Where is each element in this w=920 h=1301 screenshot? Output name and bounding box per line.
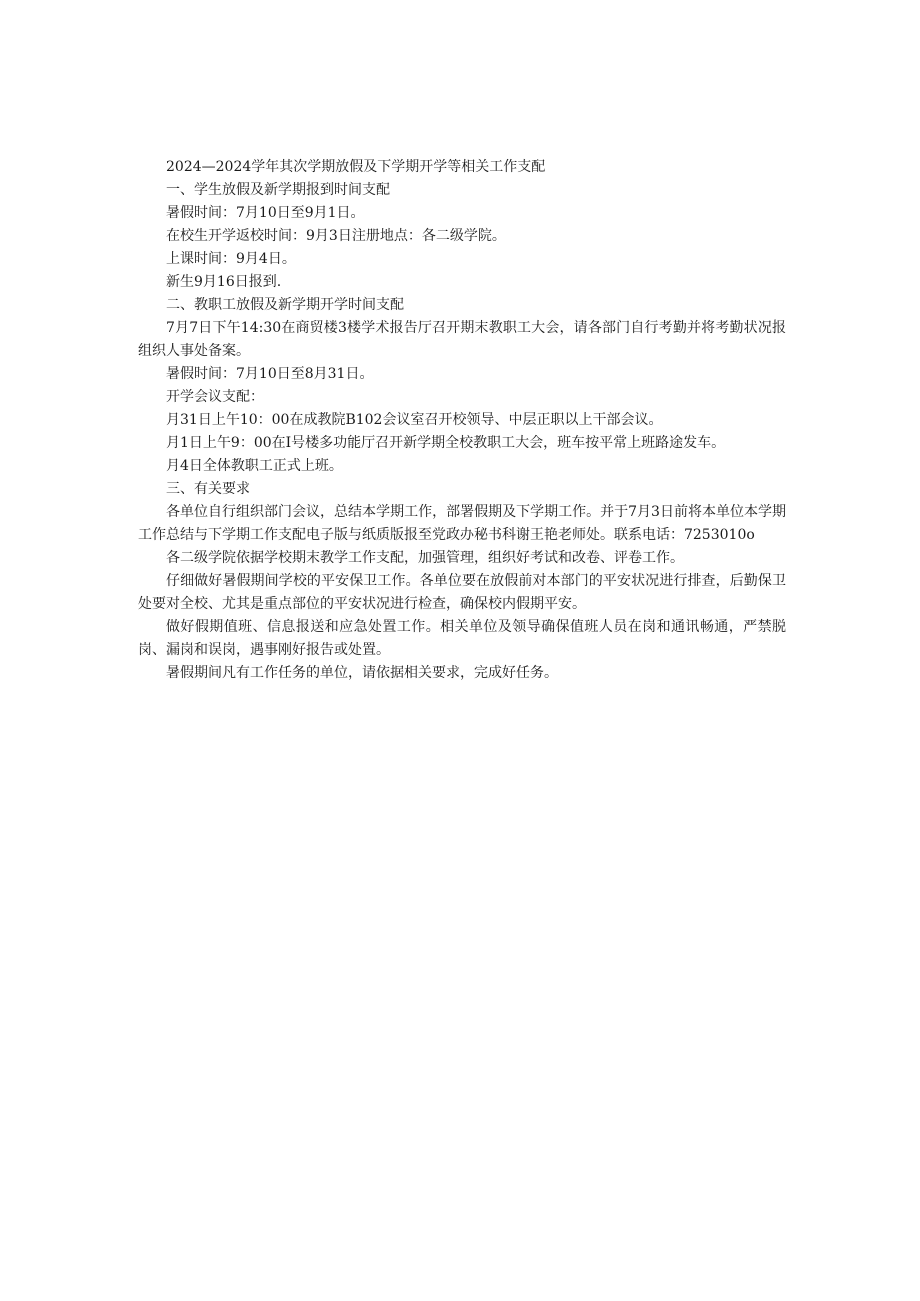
paragraph: 月1日上午9：00在I号楼多功能厅召开新学期全校教职工大会，班车按平常上班路途发车。 xyxy=(166,435,726,451)
paragraph: 开学会议支配： xyxy=(166,389,264,405)
paragraph: 各二级学院依据学校期末教学工作支配，加强管理，组织好考试和改卷、评卷工作。 xyxy=(166,550,684,566)
document-title: 2024—2024学年其次学期放假及下学期开学等相关工作支配 xyxy=(166,159,546,175)
paragraph: 仔细做好暑假期间学校的平安保卫工作。各单位要在放假前对本部门的平安状况进行排查，后勤保卫处要对全校、尤其是重点部位的平安状况进行检查，确保校内假期平安。 xyxy=(138,573,786,612)
paragraph: 上课时间：9月4日。 xyxy=(166,251,296,267)
paragraph: 暑假时间：7月10日至8月31日。 xyxy=(166,366,374,382)
paragraph: 在校生开学返校时间：9月3日注册地点：各二级学院。 xyxy=(166,228,506,244)
paragraph: 月4日全体教职工正式上班。 xyxy=(166,458,343,474)
paragraph: 新生9月16日报到. xyxy=(166,274,282,290)
paragraph: 暑假期间凡有工作任务的单位，请依据相关要求，完成好任务。 xyxy=(166,665,558,681)
section-heading-student-schedule: 一、学生放假及新学期报到时间支配 xyxy=(166,182,390,198)
paragraph: 7月7日下午14:30在商贸楼3楼学术报告厅召开期末教职工大会，请各部门自行考勤并将考勤状况报组织人事处备案。 xyxy=(138,320,786,359)
paragraph: 月31日上午10：00在成教院B102会议室召开校领导、中层正职以上干部会议。 xyxy=(166,412,663,428)
paragraph: 暑假时间：7月10日至9月1日。 xyxy=(166,205,365,221)
paragraph: 各单位自行组织部门会议，总结本学期工作，部署假期及下学期工作。并于7月3日前将本单位本学期工作总结与下学期工作支配电子版与纸质版报至党政办秘书科谢王艳老师处。联系电话：7253010o xyxy=(138,504,786,543)
paragraph: 做好假期值班、信息报送和应急处置工作。相关单位及领导确保值班人员在岗和通讯畅通，严禁脱岗、漏岗和误岗，遇事刚好报告或处置。 xyxy=(138,619,786,658)
section-heading-requirements: 三、有关要求 xyxy=(166,481,250,497)
document-body xyxy=(138,156,786,685)
section-heading-staff-schedule: 二、教职工放假及新学期开学时间支配 xyxy=(166,297,404,313)
